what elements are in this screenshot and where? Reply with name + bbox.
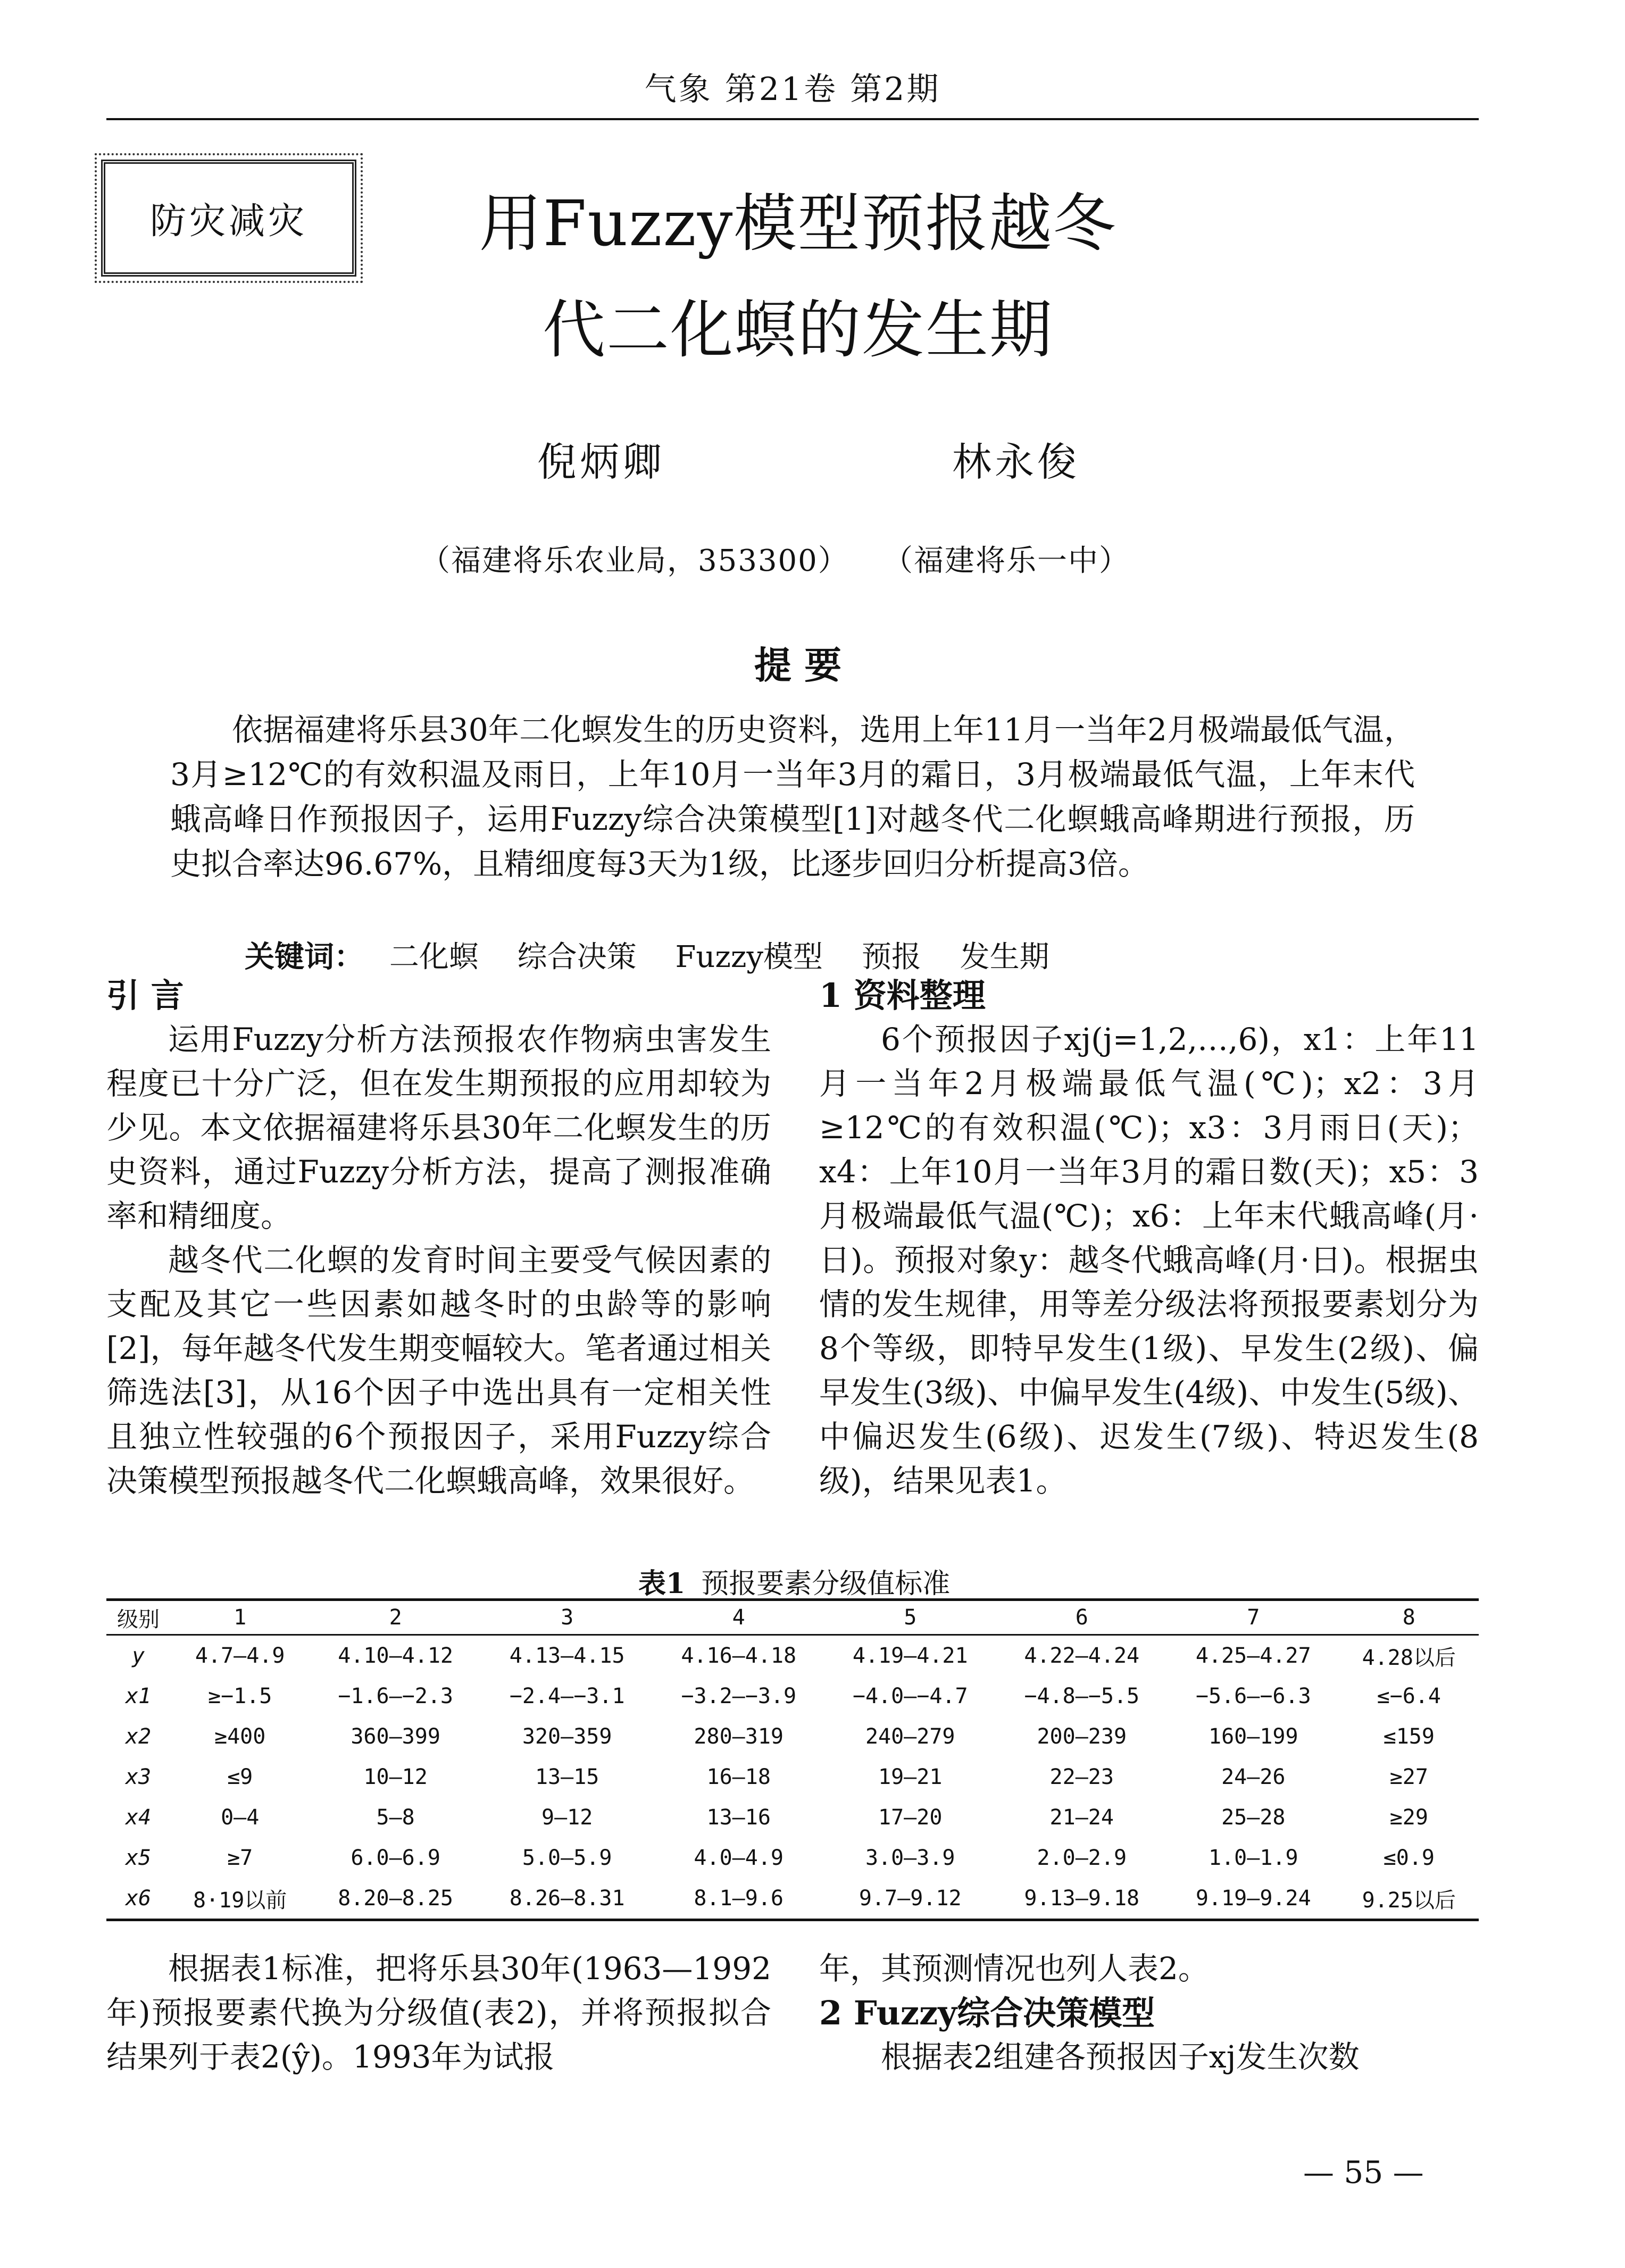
table-cell: ≥−1.5 xyxy=(207,1684,272,1708)
table-cell: 22—23 xyxy=(1049,1765,1114,1789)
table-cell: ≥29 xyxy=(1389,1805,1428,1830)
table-cell: 4.19—4.21 xyxy=(852,1644,968,1668)
table-cell: 24—26 xyxy=(1221,1765,1286,1789)
table-cell: −3.2—−3.9 xyxy=(681,1684,797,1708)
section-tag: 防灾减灾 xyxy=(101,160,356,277)
table-row xyxy=(106,1716,1479,1757)
table-cell: 16—18 xyxy=(706,1765,771,1789)
affiliation-2: （福建将乐一中） xyxy=(883,544,1130,578)
bottom-right-column xyxy=(819,1947,1479,2079)
intro-heading: 引 言 xyxy=(106,976,184,1015)
table-cell: 5.0—5.9 xyxy=(522,1846,612,1870)
table-header-cell: 2 xyxy=(310,1600,481,1635)
bottom-left-paragraph: 根据表1标准，把将乐县30年(1963—1992年)预报要素代换为分级值(表2)，并将预报拟合结果列于表2(ŷ)。1993年为试报 xyxy=(106,1950,771,2075)
table-cell: 4.10—4.12 xyxy=(338,1644,454,1668)
table-header-cell: 7 xyxy=(1168,1600,1339,1635)
intro-paragraph-2: 越冬代二化螟的发育时间主要受气候因素的支配及其它一些因素如越冬时的虫龄等的影响[2]，每年越冬代发生期变幅较大。笔者通过相关筛选法[3]，从16个因子中选出具有一定相关性且独立性较强的6个预报因子，采用Fuzzy综合决策模型预报越冬代二化螟蛾高峰，效果很好。 xyxy=(106,1242,771,1499)
table-cell: 8·19以前 xyxy=(170,1878,310,1920)
table-header-cell: 3 xyxy=(481,1600,653,1635)
table-cell: 4.28以后 xyxy=(1362,1645,1456,1670)
table-cell: −2.4—−3.1 xyxy=(509,1684,625,1708)
table-cell: 9.19—9.24 xyxy=(1168,1878,1339,1920)
keyword: 综合决策 xyxy=(517,940,637,974)
article-title xyxy=(372,170,1223,383)
table-cell: −5.6—−6.3 xyxy=(1195,1684,1311,1708)
table-cell: −4.0—−4.7 xyxy=(852,1684,968,1708)
table-row xyxy=(106,1676,1479,1716)
table-row xyxy=(106,1757,1479,1797)
row-label: x6 xyxy=(106,1878,170,1920)
author-1: 倪炳卿 xyxy=(537,439,665,485)
table-cell: 4.16—4.18 xyxy=(681,1644,797,1668)
table-1-number: 表1 xyxy=(638,1567,686,1600)
row-label: x4 xyxy=(125,1805,152,1830)
table-cell: ≤−6.4 xyxy=(1377,1684,1441,1708)
table-cell: 0—4 xyxy=(221,1805,260,1830)
section-1-paragraph: 6个预报因子xj(j=1,2,…,6)，x1：上年11月一当年2月极端最低气温(℃)；x2：3月≥12℃的有效积温(℃)；x3：3月雨日(天)；x4：上年10月一当年3月的霜日数(天)；x5：3月极端最低气温(℃)；x6：上年末代蛾高峰(月·日)。预报对象y：越冬代蛾高峰(月·日)。根据虫情的发生规律，用等差分级法将预报要素划分为8个等级，即特早发生(1级)、早发生(2级)、偏早发生(3级)、中偏早发生(4级)、中发生(5级)、中偏迟发生(6级)、迟发生(7级)、特迟发生(8级)，结果见表1。 xyxy=(819,1021,1479,1499)
page-number: — 55 — xyxy=(1303,2154,1424,2190)
table-cell: 9.13—9.18 xyxy=(996,1878,1168,1920)
table-cell: 9—12 xyxy=(541,1805,593,1830)
bottom-left-column xyxy=(106,1947,771,2079)
table-cell: 160—199 xyxy=(1209,1724,1298,1749)
row-label: y xyxy=(131,1644,145,1668)
abstract-heading: 提 要 xyxy=(754,643,842,687)
table-cell: 13—15 xyxy=(535,1765,599,1789)
table-cell: 3.0—3.9 xyxy=(865,1846,955,1870)
table-cell: 21—24 xyxy=(1049,1805,1114,1830)
table-row xyxy=(106,1797,1479,1838)
table-cell: 4.7—4.9 xyxy=(195,1644,285,1668)
table-cell: 4.22—4.24 xyxy=(1024,1644,1140,1668)
author-2: 林永俊 xyxy=(952,439,1080,485)
section-2-heading: 2 Fuzzy综合决策模型 xyxy=(819,1994,1155,2032)
keywords xyxy=(245,933,1079,976)
table-cell: 320—359 xyxy=(522,1724,612,1749)
table-1 xyxy=(106,1598,1479,1921)
table-cell: 280—319 xyxy=(694,1724,784,1749)
table-cell: 1.0—1.9 xyxy=(1209,1846,1298,1870)
table-1-title: 预报要素分级值标准 xyxy=(701,1568,951,1600)
table-cell: 240—279 xyxy=(865,1724,955,1749)
table-row xyxy=(106,1878,1479,1920)
table-header-cell: 1 xyxy=(170,1600,310,1635)
table-header-cell: 6 xyxy=(996,1600,1168,1635)
table-cell: ≤0.9 xyxy=(1383,1846,1435,1870)
table-row xyxy=(106,1635,1479,1677)
table-header-row xyxy=(106,1600,1479,1635)
table-cell: 2.0—2.9 xyxy=(1037,1846,1127,1870)
keyword: 预报 xyxy=(861,940,921,974)
keyword: Fuzzy模型 xyxy=(675,940,823,974)
table-cell: ≤9 xyxy=(227,1765,253,1789)
abstract-text: 依据福建将乐县30年二化螟发生的历史资料，选用上年11月一当年2月极端最低气温，3月≥12℃的有效积温及雨日，上年10月一当年3月的霜日，3月极端最低气温，上年末代蛾高峰日作预报因子，运用Fuzzy综合决策模型[1]对越冬代二化螟蛾高峰期进行预报，历史拟合率达96.67%，且精细度每3天为1级，比逐步回归分析提高3倍。 xyxy=(170,712,1415,882)
running-head: 气象 第21卷 第2期 xyxy=(644,71,941,108)
table-header-cell: 5 xyxy=(824,1600,996,1635)
table-cell: −4.8—−5.5 xyxy=(1024,1684,1140,1708)
row-label: x2 xyxy=(125,1724,152,1749)
title-line-2: 代二化螟的发生期 xyxy=(542,293,1053,366)
table-cell: 4.13—4.15 xyxy=(509,1644,625,1668)
table-1-caption xyxy=(638,1561,950,1601)
intro-paragraph-1: 运用Fuzzy分析方法预报农作物病虫害发生程度已十分广泛，但在发生期预报的应用却较为少见。本文依据福建将乐县30年二化螟发生的历史资料，通过Fuzzy分析方法，提高了测报准确率和精细度。 xyxy=(106,1021,771,1234)
right-column xyxy=(819,973,1479,1503)
keyword: 二化螟 xyxy=(389,940,479,974)
table-cell: 19—21 xyxy=(878,1765,943,1789)
title-line-1: 用Fuzzy模型预报越冬 xyxy=(479,187,1117,260)
table-cell: ≤159 xyxy=(1383,1724,1435,1749)
table-row xyxy=(106,1838,1479,1878)
table-cell: 10—12 xyxy=(363,1765,428,1789)
table-cell: 8.26—8.31 xyxy=(481,1878,653,1920)
table-cell: ≥27 xyxy=(1389,1765,1428,1789)
affiliation-1: （福建将乐农业局，353300） xyxy=(420,544,849,578)
table-cell: 25—28 xyxy=(1221,1805,1286,1830)
table-cell: 8.1—9.6 xyxy=(653,1878,824,1920)
table-cell: 8.20—8.25 xyxy=(310,1878,481,1920)
table-cell: 4.0—4.9 xyxy=(694,1846,784,1870)
table-cell: 17—20 xyxy=(878,1805,943,1830)
section-2-paragraph: 根据表2组建各预报因子xj发生次数 xyxy=(881,2039,1360,2075)
table-cell: 5—8 xyxy=(376,1805,415,1830)
row-label: x1 xyxy=(125,1684,152,1708)
table-cell: −1.6—−2.3 xyxy=(338,1684,454,1708)
table-cell: 9.25以后 xyxy=(1339,1878,1479,1920)
bottom-right-continuation: 年，其预测情况也列人表2。 xyxy=(819,1950,1209,1987)
section-1-heading: 1 资料整理 xyxy=(819,976,986,1015)
table-cell: 4.25—4.27 xyxy=(1195,1644,1311,1668)
keywords-label: 关键词： xyxy=(245,939,364,974)
table-cell: 13—16 xyxy=(706,1805,771,1830)
table-header-cell: 8 xyxy=(1339,1600,1479,1635)
header-rule xyxy=(106,118,1479,120)
table-cell: 9.7—9.12 xyxy=(824,1878,996,1920)
table-cell: 6.0—6.9 xyxy=(351,1846,440,1870)
table-header-cell: 4 xyxy=(653,1600,824,1635)
table-cell: 360—399 xyxy=(351,1724,440,1749)
row-label: x3 xyxy=(125,1765,152,1789)
row-label: x5 xyxy=(125,1846,152,1870)
table-header-cell: 级别 xyxy=(106,1600,170,1635)
table-cell: 200—239 xyxy=(1037,1724,1127,1749)
left-column xyxy=(106,973,771,1503)
keyword: 发生期 xyxy=(960,940,1049,974)
table-cell: ≥7 xyxy=(227,1846,253,1870)
table-cell: ≥400 xyxy=(214,1724,266,1749)
